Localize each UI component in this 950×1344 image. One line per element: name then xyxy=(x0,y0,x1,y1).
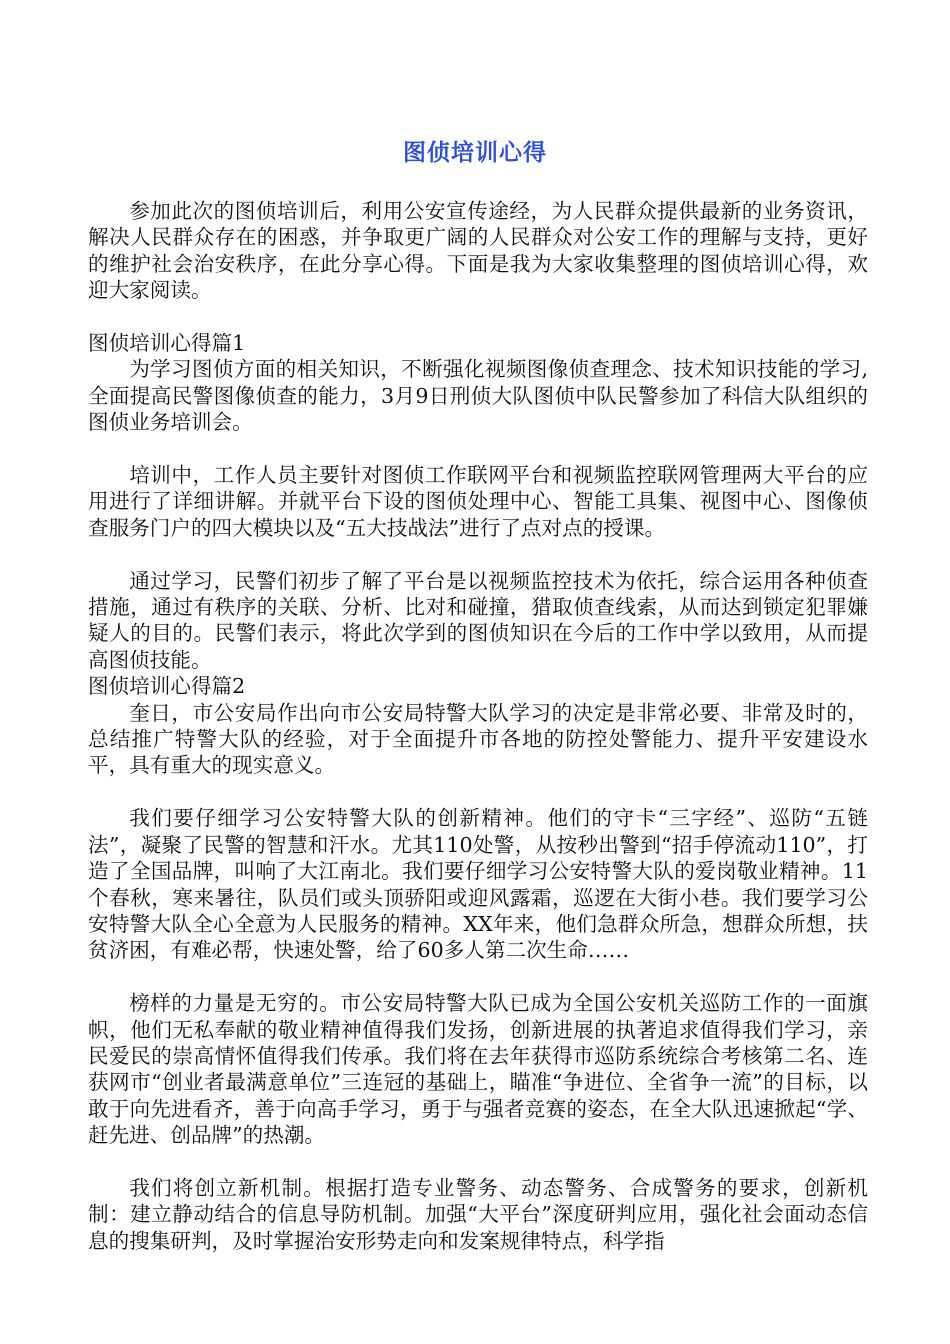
section-2-paragraph: 榜样的力量是无穷的。市公安局特警大队已成为全国公安机关巡防工作的一面旗帜，他们无私奉献的敬业精神值得我们发扬，创新进展的执著追求值得我们学习，亲民爱民的崇高情怀值得我们传承。我们将在去年获得市巡防系统综合考核第二名、连获网市“创业者最满意单位”三连冠的基础上，瞄准“争进位、全省争一流”的目标，以敢于向先进看齐，善于向高手学习，勇于与强者竞赛的姿态，在全大队迅速掀起“学、赶先进、创品牌”的热潮。 xyxy=(88,991,868,1148)
section-1-paragraph: 培训中，工作人员主要针对图侦工作联网平台和视频监控联网管理两大平台的应用进行了详细讲解。并就平台下设的图侦处理中心、智能工具集、视图中心、图像侦查服务门户的四大模块以及“五大技战法”进行了点对点的授课。 xyxy=(88,463,868,540)
section-2-paragraph: 我们要仔细学习公安特警大队的创新精神。他们的守卡“三字经”、巡防“五链法”，凝聚了民警的智慧和汗水。尤其110处警，从按秒出警到“招手停流动110”，打造了全国品牌，叫响了大江南北。我们要仔细学习公安特警大队的爱岗敬业精神。11个春秋，寒来暑往，队员们或头顶骄阳或迎风露霜，巡逻在大街小巷。我们要学习公安特警大队全心全意为人民服务的精神。XX年来，他们急群众所急，想群众所想，扶贫济困，有难必帮，快速处警，给了60多人第二次生命…… xyxy=(88,806,868,963)
intro-paragraph: 参加此次的图侦培训后，利用公安宣传途经，为人民群众提供最新的业务资讯，解决人民群众存在的困惑，并争取更广阔的人民群众对公安工作的理解与支持，更好的维护社会治安秩序，在此分享心得。下面是我为大家收集整理的图侦培训心得，欢迎大家阅读。 xyxy=(88,199,868,303)
section-2-paragraph: 奎日，市公安局作出向市公安局特警大队学习的决定是非常必要、非常及时的，总结推广特警大队的经验，对于全面提升市各地的防控处警能力、提升平安建设水平，具有重大的现实意义。 xyxy=(88,700,868,778)
section-1-heading: 图侦培训心得篇1 xyxy=(88,331,246,356)
document-title: 图侦培训心得 xyxy=(403,140,547,166)
section-1-paragraph: 为学习图侦方面的相关知识，不断强化视频图像侦查理念、技术知识技能的学习,全面提高民警图像侦查的能力，3月9日刑侦大队图侦中队民警参加了科信大队组织的图侦业务培训会。 xyxy=(88,357,868,435)
document-body xyxy=(88,198,868,1254)
section-1-paragraph: 通过学习，民警们初步了解了平台是以视频监控技术为依托，综合运用各种侦查措施，通过有秩序的关联、分析、比对和碰撞，猎取侦查线索，从而达到锁定犯罪嫌疑人的目的。民警们表示，将此次学到的图侦知识在今后的工作中学以致用，从而提高图侦技能。 xyxy=(88,568,868,672)
section-2-paragraph: 我们将创立新机制。根据打造专业警务、动态警务、合成警务的要求，创新机制：建立静动结合的信息导防机制。加强“大平台”深度研判应用，强化社会面动态信息的搜集研判，及时掌握治安形势走向和发案规律特点，科学指 xyxy=(88,1175,868,1253)
section-2-heading: 图侦培训心得篇2 xyxy=(88,674,246,699)
